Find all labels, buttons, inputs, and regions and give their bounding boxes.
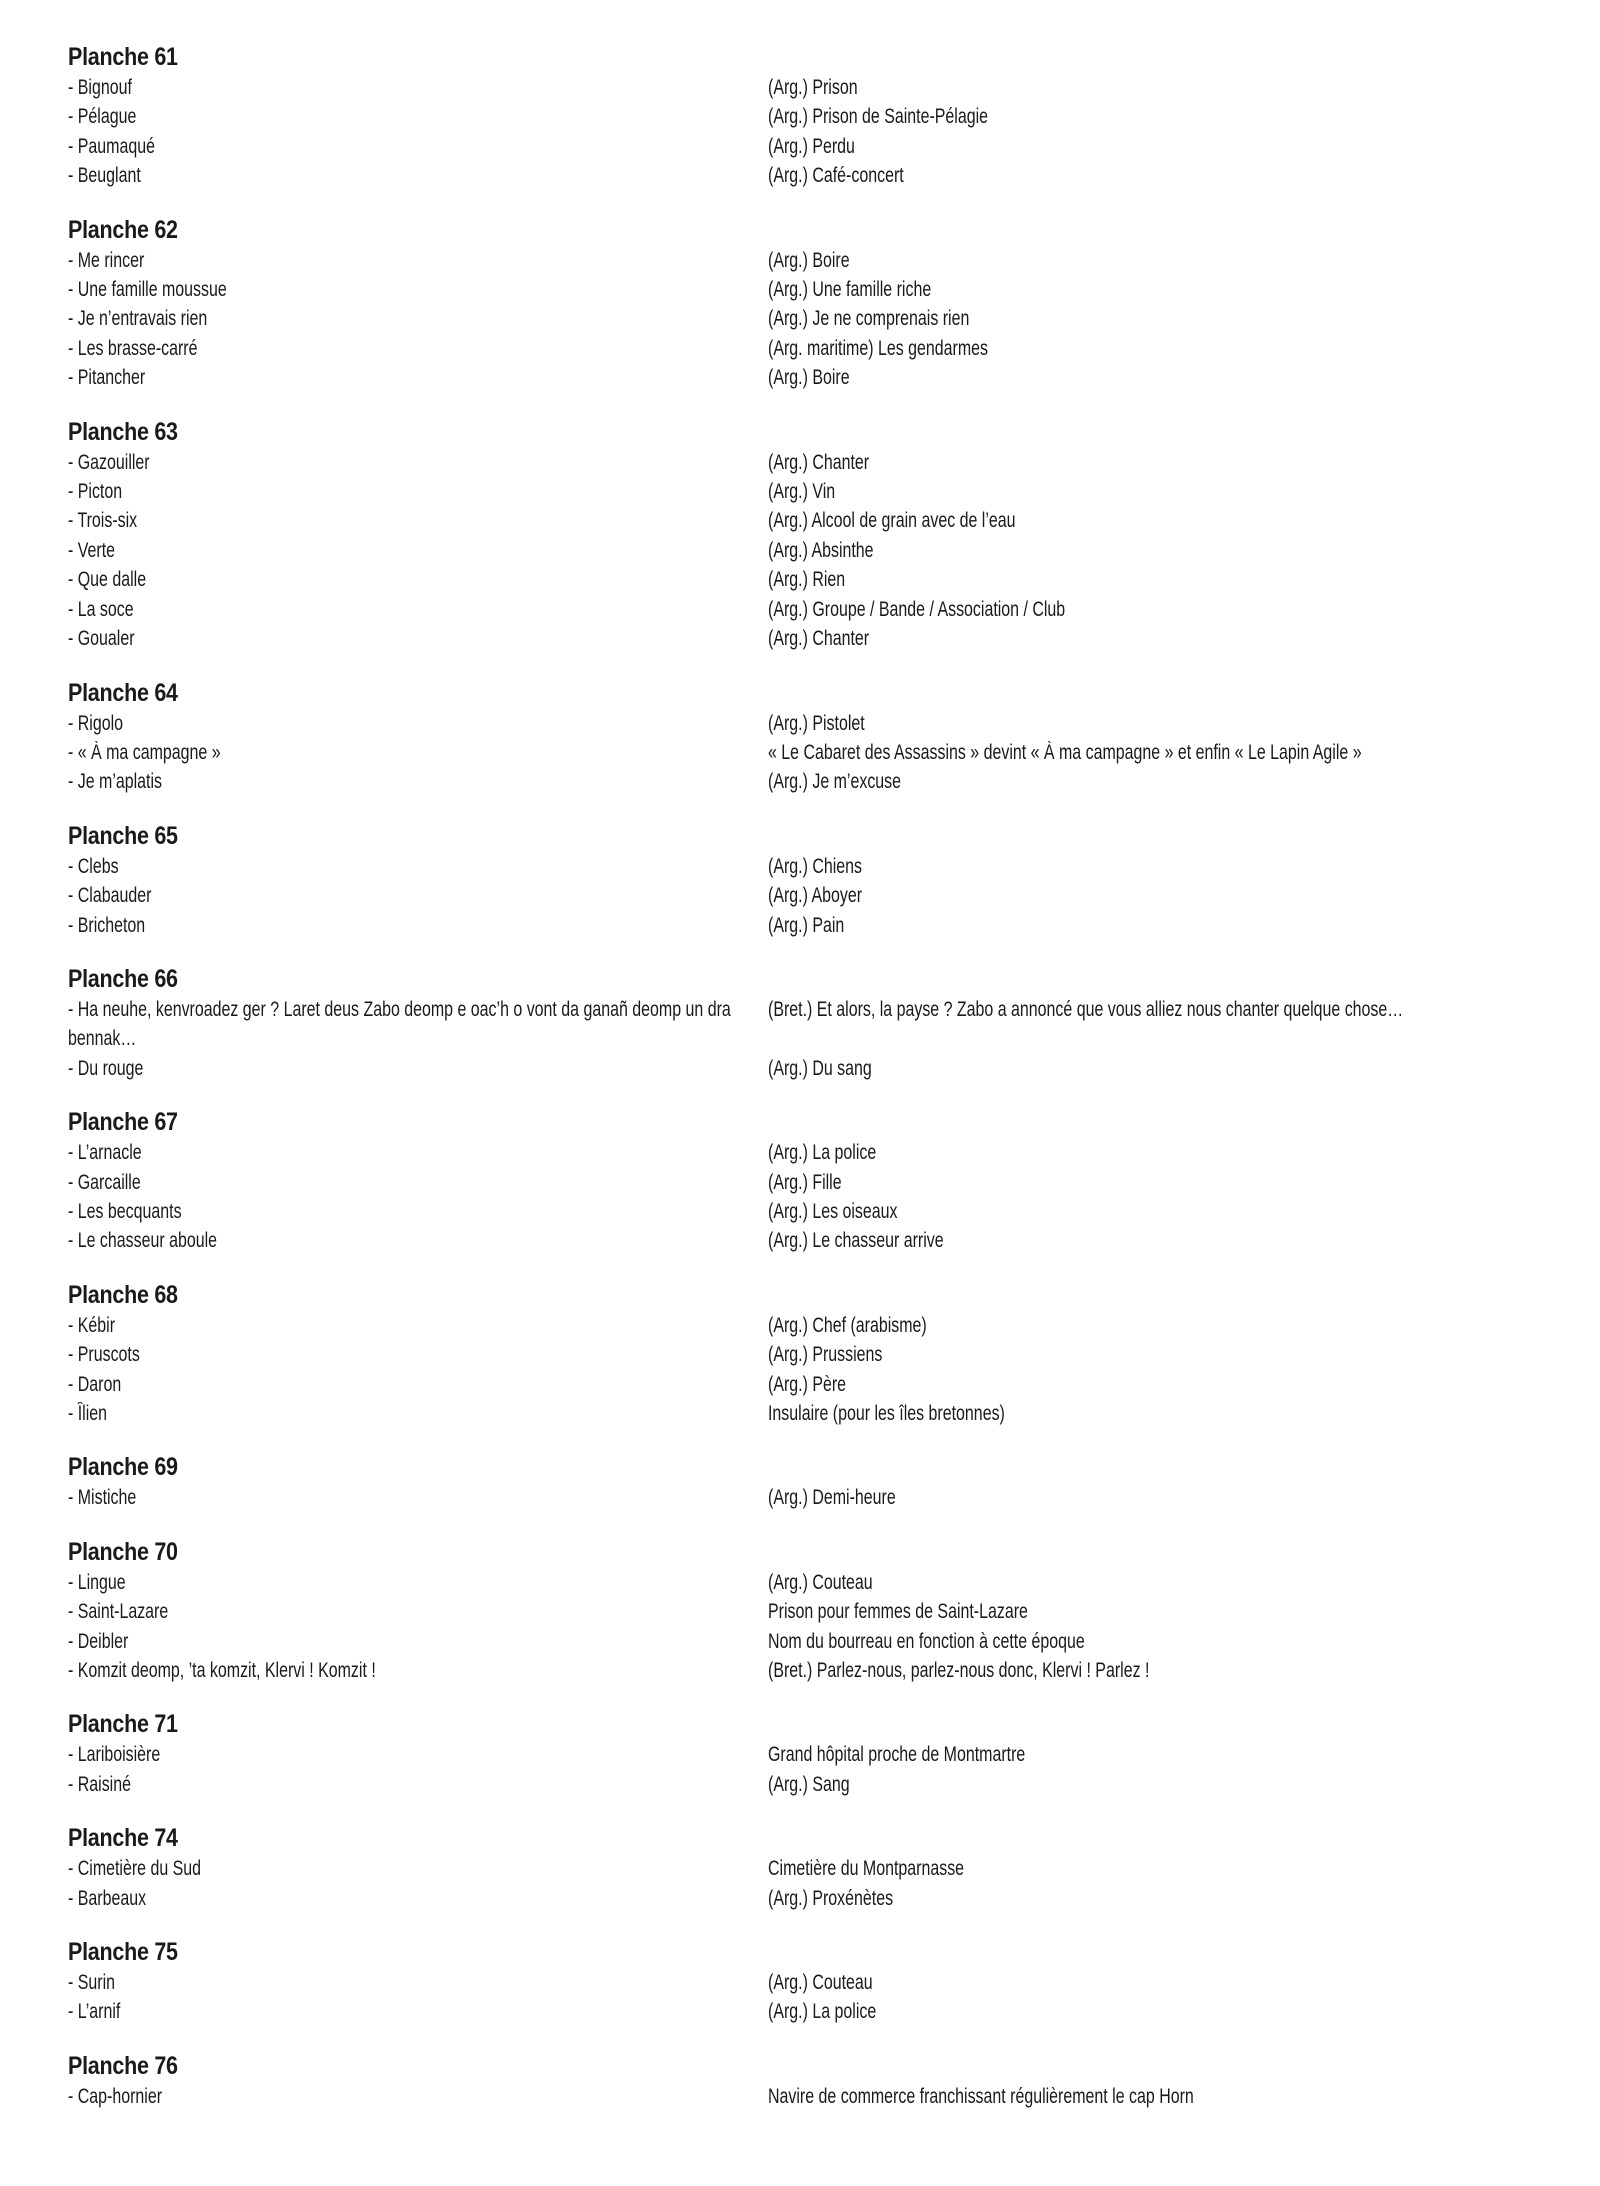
entry-term-text: - Lingue: [68, 1570, 126, 1594]
glossary-entry: [68, 1568, 1600, 1597]
entry-term-text: - Mistiche: [68, 1486, 137, 1510]
entry-term-text: - « À ma campagne »: [68, 740, 221, 764]
entry-term: [68, 1770, 768, 1799]
glossary-entry: [68, 275, 1600, 304]
glossary-entry: [68, 1197, 1600, 1226]
entry-definition-text: (Arg.) Les oiseaux: [768, 1199, 898, 1223]
entry-definition-text: (Arg.) Perdu: [768, 134, 855, 158]
entry-term-text: - Verte: [68, 538, 116, 562]
glossary-entry: [68, 1311, 1600, 1340]
entry-definition-text: (Arg.) Couteau: [768, 1570, 873, 1594]
entry-term: [68, 1997, 768, 2026]
glossary-entry: [68, 1968, 1600, 1997]
entry-term: [68, 1627, 768, 1656]
glossary-entry: [68, 1656, 1600, 1685]
entry-term-text: - Surin: [68, 1971, 116, 1995]
entry-term-text: - Komzit deomp, ’ta komzit, Klervi ! Komzit !: [68, 1659, 376, 1683]
glossary-entry: [68, 1054, 1600, 1083]
glossary-entry: [68, 738, 1600, 767]
entry-definition-text: (Bret.) Parlez-nous, parlez-nous donc, Klervi ! Parlez !: [768, 1659, 1150, 1683]
glossary-entry: [68, 477, 1600, 506]
glossary-section: [68, 1937, 1600, 2027]
entry-definition: [768, 1370, 1600, 1399]
entry-term: [68, 246, 768, 275]
entry-term: [68, 738, 768, 767]
entry-definition-text: (Arg.) Café-concert: [768, 164, 904, 188]
entry-definition-text: (Arg.) Vin: [768, 480, 836, 504]
entry-definition-text: Grand hôpital proche de Montmartre: [768, 1743, 1026, 1767]
entry-term-text: - Garcaille: [68, 1170, 141, 1194]
glossary-entry: [68, 161, 1600, 190]
entry-definition: [768, 852, 1600, 881]
entry-term: [68, 102, 768, 131]
entry-term-text: - Barbeaux: [68, 1886, 147, 1910]
section-heading: Planche 68: [68, 1280, 178, 1309]
entry-term: [68, 1740, 768, 1769]
entry-term: [68, 1854, 768, 1883]
entry-definition: [768, 1226, 1600, 1255]
glossary-entry: [68, 709, 1600, 738]
entry-definition-text: (Arg.) Chiens: [768, 854, 863, 878]
section-heading: Planche 70: [68, 1537, 178, 1566]
entry-definition-text: (Arg.) Demi-heure: [768, 1486, 896, 1510]
entry-definition-text: (Arg. maritime) Les gendarmes: [768, 336, 988, 360]
entry-term: [68, 767, 768, 796]
entry-definition: [768, 1311, 1600, 1340]
entry-definition-text: (Arg.) Aboyer: [768, 884, 863, 908]
glossary-entry: [68, 448, 1600, 477]
entry-term-text: - Cimetière du Sud: [68, 1857, 202, 1881]
glossary-section: [68, 1452, 1600, 1512]
entry-term: [68, 1054, 768, 1083]
entry-term: [68, 73, 768, 102]
glossary-entry: [68, 2082, 1600, 2111]
glossary-entry: [68, 334, 1600, 363]
entry-definition-text: (Arg.) Du sang: [768, 1056, 872, 1080]
entry-term: [68, 1168, 768, 1197]
entry-term-text: - Le chasseur aboule: [68, 1229, 218, 1253]
entry-definition-text: (Arg.) Absinthe: [768, 538, 874, 562]
entry-definition: [768, 1138, 1600, 1167]
entry-definition: [768, 767, 1600, 796]
entry-definition: [768, 1770, 1600, 1799]
glossary-entry: [68, 506, 1600, 535]
entry-term-text: - Je n’entravais rien: [68, 307, 208, 331]
entry-definition: [768, 1197, 1600, 1226]
entry-definition-text: (Arg.) Groupe / Bande / Association / Club: [768, 597, 1066, 621]
entry-definition: [768, 1854, 1600, 1883]
glossary-section: [68, 964, 1600, 1083]
glossary-entry: [68, 565, 1600, 594]
glossary-section: [68, 215, 1600, 393]
entry-definition: [768, 1740, 1600, 1769]
entry-definition-text: (Arg.) Je ne comprenais rien: [768, 307, 970, 331]
entry-definition: [768, 304, 1600, 333]
entry-term: [68, 448, 768, 477]
entry-term: [68, 595, 768, 624]
entry-term: [68, 275, 768, 304]
entry-definition: [768, 624, 1600, 653]
entry-term-text: - Gazouiller: [68, 450, 150, 474]
glossary-entry: [68, 995, 1600, 1054]
glossary-section: [68, 417, 1600, 654]
entry-term: [68, 1968, 768, 1997]
entry-definition: [768, 102, 1600, 131]
entry-definition: [768, 881, 1600, 910]
glossary-section: [68, 1280, 1600, 1429]
entry-term: [68, 1399, 768, 1428]
entry-term-text: - Pruscots: [68, 1343, 140, 1367]
entry-term-text: - Cap-hornier: [68, 2084, 163, 2108]
entry-definition-text: Prison pour femmes de Saint-Lazare: [768, 1600, 1028, 1624]
glossary-section: [68, 821, 1600, 940]
glossary-entry: [68, 1226, 1600, 1255]
section-heading: Planche 64: [68, 678, 178, 707]
section-heading: Planche 69: [68, 1453, 178, 1482]
entry-term-text: - La soce: [68, 597, 134, 621]
entry-definition: [768, 738, 1600, 767]
glossary-entry: [68, 102, 1600, 131]
entry-definition-text: (Arg.) Prussiens: [768, 1343, 883, 1367]
entry-definition: [768, 1168, 1600, 1197]
entry-definition: [768, 1997, 1600, 2026]
glossary-entry: [68, 1370, 1600, 1399]
entry-definition-text: (Arg.) Rien: [768, 568, 846, 592]
entry-definition: [768, 911, 1600, 940]
entry-term: [68, 1483, 768, 1512]
entry-definition: [768, 1054, 1600, 1083]
entry-term-text: - Je m’aplatis: [68, 770, 163, 794]
entry-term: [68, 2082, 768, 2111]
glossary-section: [68, 678, 1600, 797]
glossary-section: [68, 1537, 1600, 1686]
entry-term-text: - Pitancher: [68, 366, 146, 390]
entry-definition: [768, 275, 1600, 304]
entry-definition-text: (Arg.) Pistolet: [768, 711, 865, 735]
entry-term: [68, 1138, 768, 1167]
entry-term-text: - Raisiné: [68, 1772, 131, 1796]
entry-definition: [768, 1340, 1600, 1369]
entry-term: [68, 1197, 768, 1226]
entry-definition: [768, 2082, 1600, 2111]
entry-term-text: - Goualer: [68, 627, 135, 651]
entry-definition: [768, 1399, 1600, 1428]
entry-term: [68, 911, 768, 940]
entry-term-text: - Me rincer: [68, 248, 145, 272]
entry-term-text: - Les becquants: [68, 1199, 182, 1223]
glossary-entry: [68, 624, 1600, 653]
entry-term: [68, 1656, 768, 1685]
glossary-entry: [68, 1399, 1600, 1428]
entry-definition: [768, 246, 1600, 275]
entry-term-text: - Une famille moussue: [68, 278, 227, 302]
entry-definition-text: (Arg.) Couteau: [768, 1971, 873, 1995]
glossary-entry: [68, 852, 1600, 881]
entry-definition-text: (Bret.) Et alors, la payse ? Zabo a annoncé que vous alliez nous chanter quelque chose…: [768, 997, 1404, 1021]
entry-definition: [768, 995, 1600, 1054]
glossary-entry: [68, 1854, 1600, 1883]
entry-definition-text: (Arg.) La police: [768, 1141, 877, 1165]
entry-definition: [768, 709, 1600, 738]
entry-term: [68, 1340, 768, 1369]
entry-term: [68, 995, 768, 1054]
entry-definition: [768, 1968, 1600, 1997]
entry-term-text: - Beuglant: [68, 164, 141, 188]
entry-term-text: - Que dalle: [68, 568, 147, 592]
section-heading: Planche 75: [68, 1938, 178, 1967]
entry-term-text: - Trois-six: [68, 509, 138, 533]
entry-term: [68, 1226, 768, 1255]
glossary-entry: [68, 536, 1600, 565]
glossary-entry: [68, 132, 1600, 161]
entry-definition-text: (Arg.) Pain: [768, 913, 845, 937]
section-heading: Planche 61: [68, 43, 178, 71]
entry-term-text: - Kébir: [68, 1313, 116, 1337]
entry-term: [68, 565, 768, 594]
entry-term-text: - Du rouge: [68, 1056, 144, 1080]
entry-definition-text: (Arg.) Une famille riche: [768, 278, 932, 302]
entry-definition: [768, 334, 1600, 363]
entry-term-text: - Rigolo: [68, 711, 124, 735]
glossary-entry: [68, 1770, 1600, 1799]
entry-term: [68, 477, 768, 506]
entry-definition-text: (Arg.) Chef (arabisme): [768, 1313, 927, 1337]
entry-term: [68, 1311, 768, 1340]
entry-definition-text: (Arg.) Alcool de grain avec de l’eau: [768, 509, 1016, 533]
entry-definition-text: Nom du bourreau en fonction à cette époque: [768, 1629, 1085, 1653]
glossary-section: [68, 1107, 1600, 1256]
entry-term: [68, 881, 768, 910]
entry-term: [68, 852, 768, 881]
entry-definition-text: (Arg.) Sang: [768, 1772, 850, 1796]
entry-term: [68, 536, 768, 565]
glossary-entry: [68, 1884, 1600, 1913]
entry-term-text: - L’arnacle: [68, 1141, 142, 1165]
section-heading: Planche 74: [68, 1824, 178, 1853]
entry-definition-text: (Arg.) Père: [768, 1372, 847, 1396]
entry-definition: [768, 506, 1600, 535]
entry-term-text: - Ha neuhe, kenvroadez ger ? Laret deus Zabo deomp e oac’h o vont da ganañ deomp un dra bennak…: [68, 997, 731, 1051]
entry-definition-text: (Arg.) Le chasseur arrive: [768, 1229, 944, 1253]
glossary-entry: [68, 1997, 1600, 2026]
entry-term: [68, 1884, 768, 1913]
glossary-entry: [68, 881, 1600, 910]
entry-term: [68, 363, 768, 392]
entry-term: [68, 624, 768, 653]
section-heading: Planche 67: [68, 1108, 178, 1137]
entry-definition-text: (Arg.) Boire: [768, 366, 850, 390]
entry-definition: [768, 132, 1600, 161]
glossary-entry: [68, 595, 1600, 624]
section-heading: Planche 66: [68, 964, 178, 993]
glossary-entry: [68, 1168, 1600, 1197]
entry-definition-text: (Arg.) Chanter: [768, 450, 870, 474]
entry-definition-text: Insulaire (pour les îles bretonnes): [768, 1402, 1005, 1425]
entry-definition: [768, 363, 1600, 392]
glossary-entry: [68, 246, 1600, 275]
glossary-entry: [68, 363, 1600, 392]
entry-term-text: - Picton: [68, 480, 123, 504]
entry-definition-text: (Arg.) Fille: [768, 1170, 842, 1194]
entry-definition-text: Navire de commerce franchissant régulièrement le cap Horn: [768, 2084, 1194, 2108]
entry-definition: [768, 73, 1600, 102]
entry-term-text: - Les brasse-carré: [68, 336, 198, 360]
glossary-section: [68, 1709, 1600, 1799]
section-heading: Planche 62: [68, 215, 178, 244]
entry-definition: [768, 1568, 1600, 1597]
entry-term: [68, 1370, 768, 1399]
section-heading: Planche 76: [68, 2051, 178, 2080]
entry-term-text: - Pélague: [68, 105, 137, 129]
entry-definition-text: (Arg.) Je m’excuse: [768, 770, 902, 794]
entry-definition: [768, 1597, 1600, 1626]
entry-definition: [768, 536, 1600, 565]
entry-term-text: - Daron: [68, 1372, 122, 1396]
entry-term: [68, 1597, 768, 1626]
entry-definition-text: (Arg.) La police: [768, 2000, 877, 2024]
entry-definition: [768, 448, 1600, 477]
glossary-section: [68, 2051, 1600, 2111]
section-heading: Planche 63: [68, 417, 178, 446]
entry-term: [68, 1568, 768, 1597]
entry-definition: [768, 595, 1600, 624]
entry-term-text: - Bignouf: [68, 76, 132, 99]
entry-definition: [768, 161, 1600, 190]
entry-term: [68, 161, 768, 190]
entry-definition: [768, 1627, 1600, 1656]
entry-term-text: - Clabauder: [68, 884, 152, 908]
entry-definition: [768, 1884, 1600, 1913]
entry-definition-text: « Le Cabaret des Assassins » devint « À ma campagne » et enfin « Le Lapin Agile »: [768, 740, 1362, 764]
entry-term-text: - Lariboisière: [68, 1743, 161, 1767]
entry-term-text: - Deibler: [68, 1629, 129, 1653]
entry-definition-text: (Arg.) Prison: [768, 76, 858, 99]
entry-definition-text: (Arg.) Proxénètes: [768, 1886, 894, 1910]
entry-definition-text: (Arg.) Chanter: [768, 627, 870, 651]
entry-definition-text: (Arg.) Prison de Sainte-Pélagie: [768, 105, 989, 129]
glossary-entry: [68, 1483, 1600, 1512]
entry-term-text: - Paumaqué: [68, 134, 155, 158]
entry-term: [68, 304, 768, 333]
entry-term-text: - L’arnif: [68, 2000, 121, 2024]
glossary-entry: [68, 1597, 1600, 1626]
section-heading: Planche 65: [68, 821, 178, 850]
glossary-entry: [68, 1740, 1600, 1769]
section-heading: Planche 71: [68, 1710, 178, 1739]
glossary-section: [68, 1823, 1600, 1913]
entry-term: [68, 334, 768, 363]
entry-term: [68, 132, 768, 161]
entry-definition-text: Cimetière du Montparnasse: [768, 1857, 965, 1881]
entry-definition: [768, 1483, 1600, 1512]
entry-definition: [768, 477, 1600, 506]
glossary-entry: [68, 304, 1600, 333]
glossary-entry: [68, 73, 1600, 102]
entry-term-text: - Îlien: [68, 1402, 108, 1425]
glossary-entry: [68, 767, 1600, 796]
glossary-entry: [68, 1627, 1600, 1656]
entry-term-text: - Saint-Lazare: [68, 1600, 169, 1624]
entry-term-text: - Bricheton: [68, 913, 146, 937]
glossary-entry: [68, 1340, 1600, 1369]
entry-term-text: - Clebs: [68, 854, 119, 878]
entry-definition: [768, 1656, 1600, 1685]
entry-term: [68, 506, 768, 535]
entry-term: [68, 709, 768, 738]
entry-definition: [768, 565, 1600, 594]
glossary-section: [68, 42, 1600, 191]
entry-definition-text: (Arg.) Boire: [768, 248, 850, 272]
glossary-entry: [68, 911, 1600, 940]
glossary-entry: [68, 1138, 1600, 1167]
